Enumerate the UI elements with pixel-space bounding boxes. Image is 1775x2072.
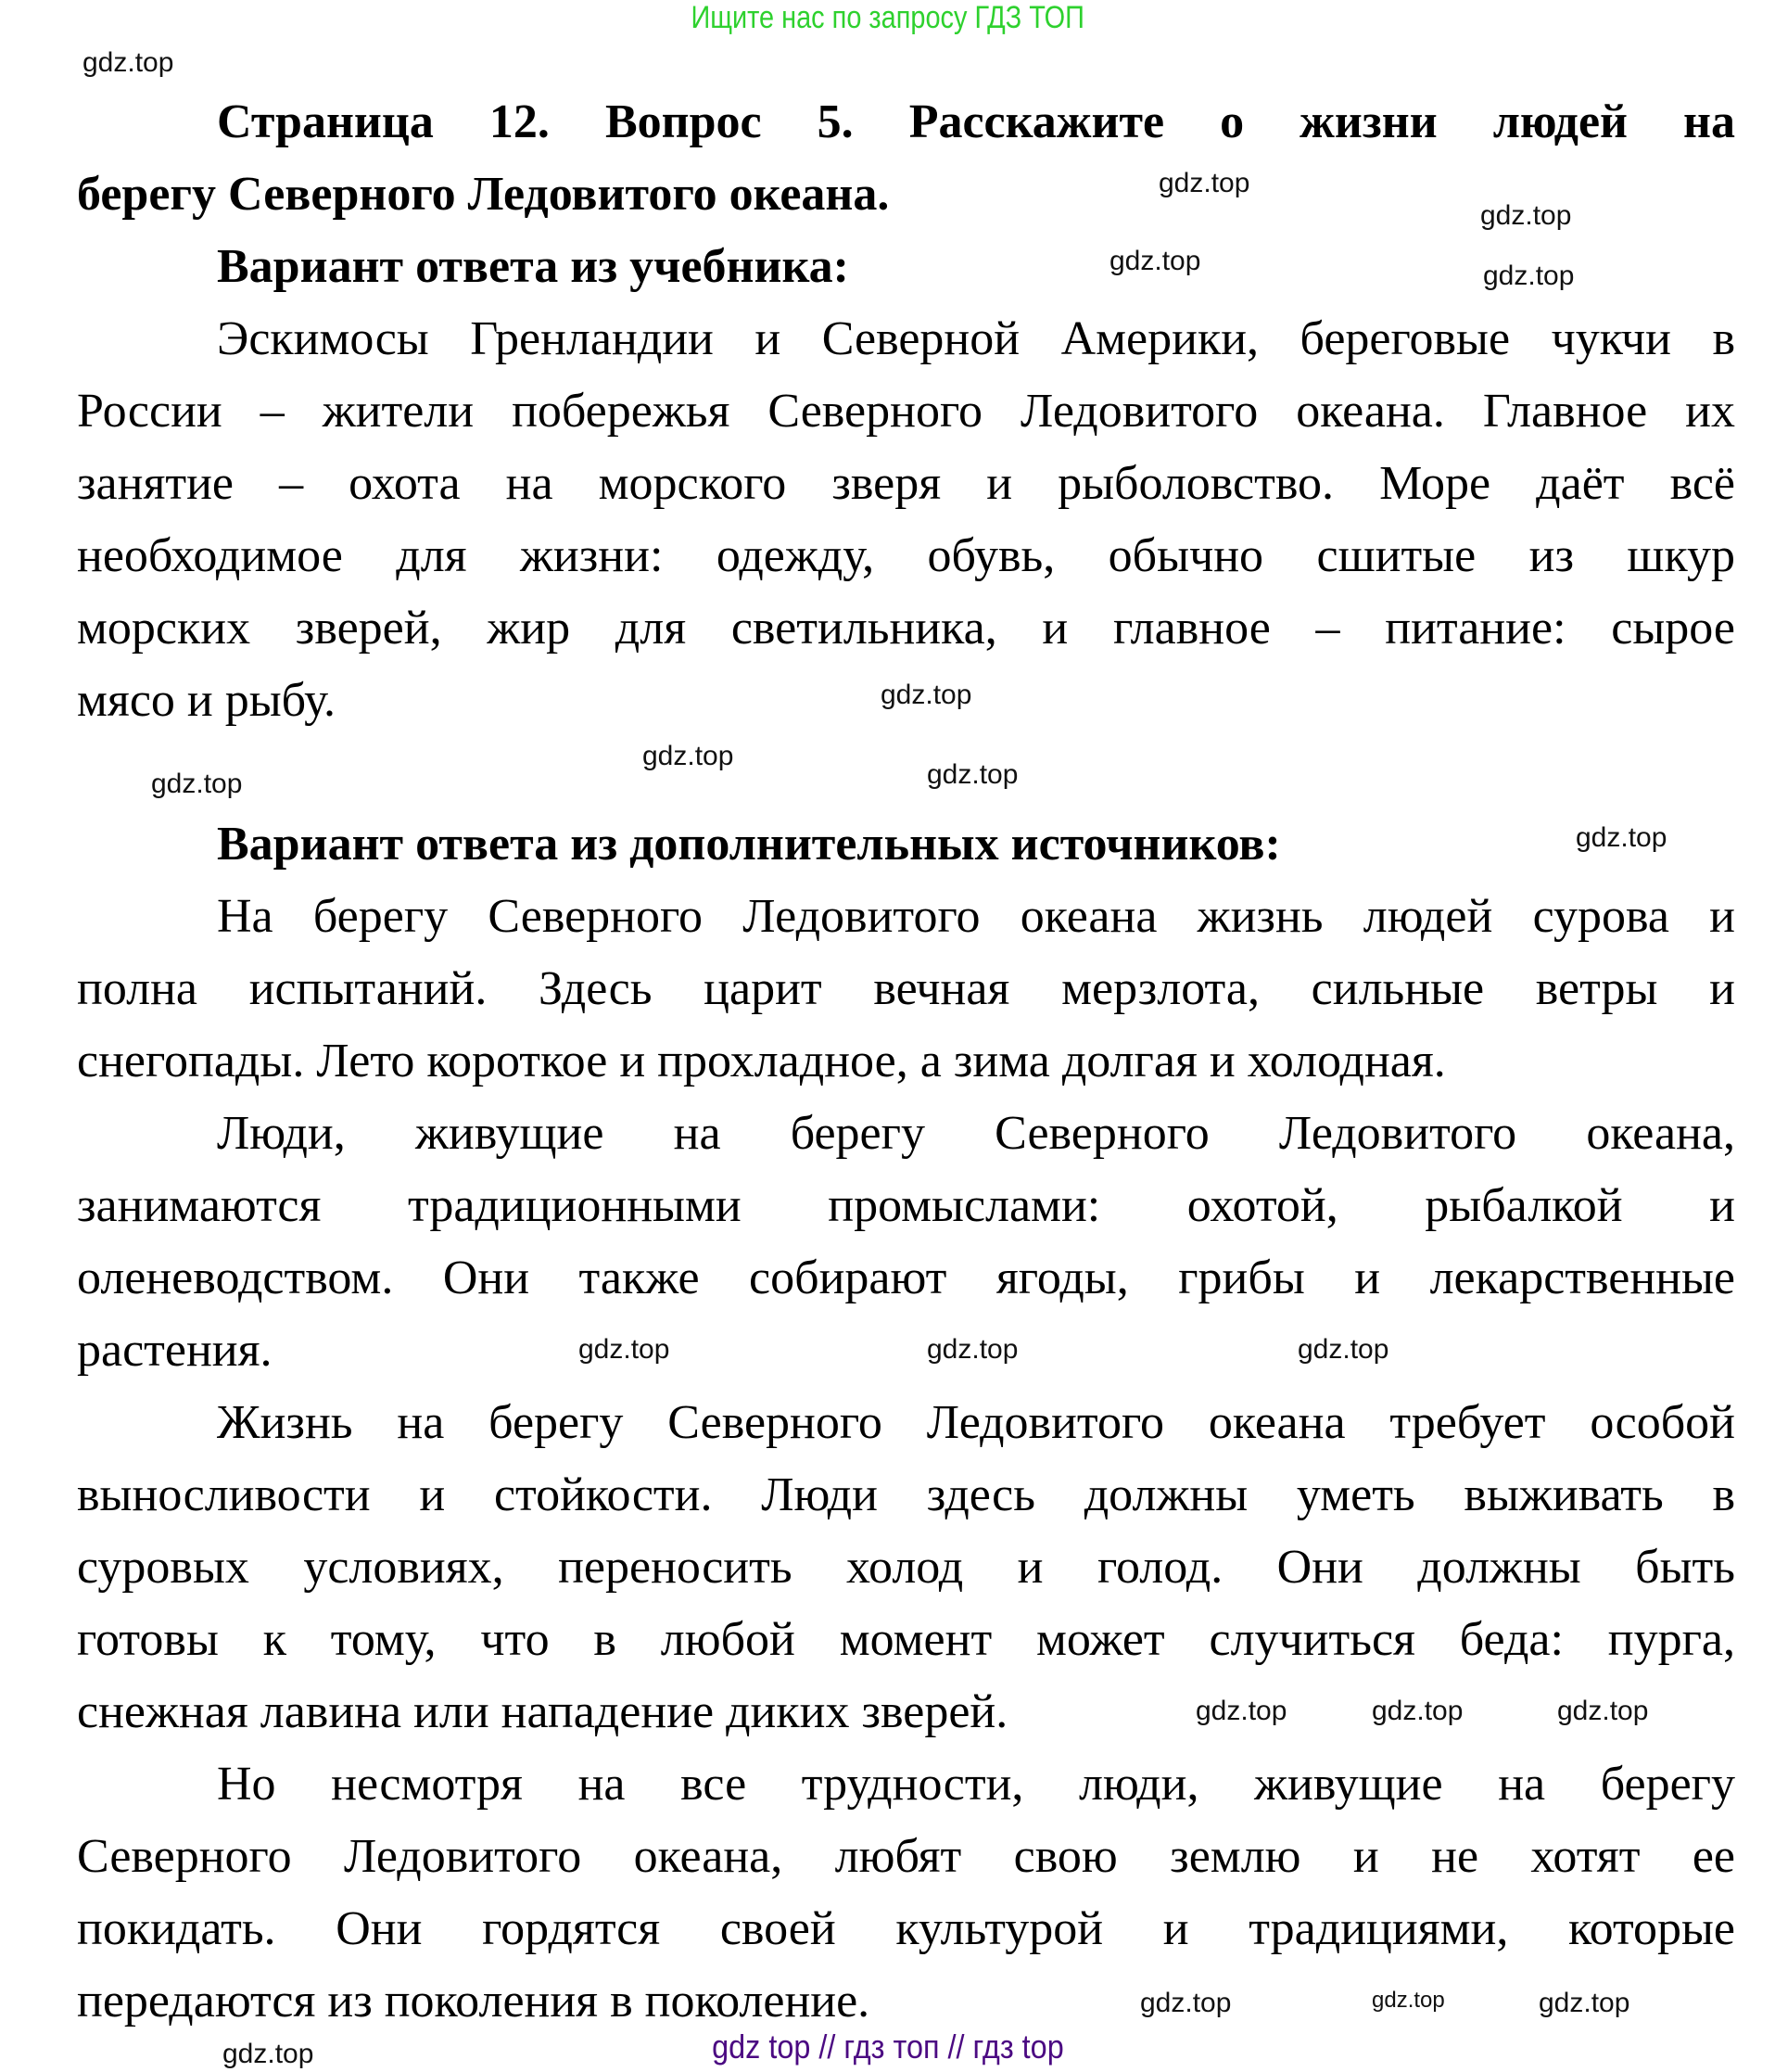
watermark: gdz.top	[1576, 822, 1667, 853]
text-line: морских зверей, жир для светильника, и главное – питание: сырое	[77, 602, 1735, 655]
text-line: оленеводством. Они также собирают ягоды, грибы и лекарственные	[77, 1252, 1735, 1304]
text-line: Жизнь на берегу Северного Ледовитого океана требует особой	[217, 1396, 1735, 1449]
watermark: gdz.top	[82, 47, 174, 78]
text-line: Северного Ледовитого океана, любят свою землю и не хотят ее	[77, 1830, 1735, 1883]
watermark: gdz.top	[151, 769, 243, 799]
text-line: растения.	[77, 1324, 273, 1377]
watermark: gdz.top	[1557, 1696, 1649, 1726]
watermark: gdz.top	[1372, 1696, 1464, 1726]
text-line: готовы к тому, что в любой момент может случиться беда: пурга,	[77, 1613, 1735, 1666]
text-line: Люди, живущие на берегу Северного Ледовитого океана,	[217, 1107, 1735, 1160]
watermark: gdz.top	[1109, 246, 1201, 276]
watermark: gdz.top	[1159, 168, 1250, 198]
watermark: gdz.top	[927, 1334, 1019, 1365]
text-line: выносливости и стойкости. Люди здесь должны уметь выживать в	[77, 1468, 1735, 1521]
watermark: gdz.top	[1483, 261, 1575, 291]
text-line: На берегу Северного Ледовитого океана жизнь людей сурова и	[217, 890, 1735, 943]
watermark: gdz.top	[881, 680, 972, 710]
watermark: gdz.top	[1298, 1334, 1389, 1365]
footer-links: gdz top // гдз топ // гдз top	[711, 2028, 1064, 2066]
watermark: gdz.top	[578, 1334, 670, 1365]
text-line: Но несмотря на все трудности, люди, живущие на берегу	[217, 1758, 1735, 1811]
search-banner: Ищите нас по запросу ГДЗ ТОП	[691, 0, 1084, 35]
watermark: gdz.top	[1539, 1988, 1630, 2018]
additional-paragraph-2	[77, 1098, 1735, 1387]
text-line: занятие – охота на морского зверя и рыболовство. Море даёт всё	[77, 457, 1735, 510]
text-line: полна испытаний. Здесь царит вечная мерзлота, сильные ветры и	[77, 962, 1735, 1015]
text-line: снегопады. Лето короткое и прохладное, а зима долгая и холодная.	[77, 1035, 1446, 1087]
text-line: мясо и рыбу.	[77, 674, 336, 727]
text-line: покидать. Они гордятся своей культурой и традициями, которые	[77, 1902, 1735, 1955]
watermark: gdz.top	[222, 2039, 314, 2069]
text-line: передаются из поколения в поколение.	[77, 1975, 870, 2028]
text-line: суровых условиях, переносить холод и голод. Они должны быть	[77, 1541, 1735, 1594]
heading-additional: Вариант ответа из дополнительных источников:	[217, 818, 1281, 871]
text-line: Эскимосы Гренландии и Северной Америки, береговые чукчи в	[217, 312, 1735, 365]
text-line: необходимое для жизни: одежду, обувь, обычно сшитые из шкур	[77, 529, 1735, 582]
watermark: gdz.top	[927, 759, 1019, 790]
text-line: снежная лавина или нападение диких зверей.	[77, 1685, 1008, 1738]
title-line: Страница 12. Вопрос 5. Расскажите о жизни людей на	[217, 95, 1735, 148]
watermark: gdz.top	[1196, 1696, 1287, 1726]
heading-textbook: Вариант ответа из учебника:	[217, 240, 849, 293]
title-line: берегу Северного Ледовитого океана.	[77, 168, 890, 221]
watermark: gdz.top	[642, 741, 734, 771]
watermark: gdz.top	[1372, 1988, 1445, 2013]
text-line: занимаются традиционными промыслами: охотой, рыбалкой и	[77, 1179, 1735, 1232]
watermark: gdz.top	[1140, 1988, 1232, 2018]
watermark: gdz.top	[1480, 200, 1572, 231]
additional-paragraph-4	[77, 1748, 1735, 2038]
text-line: России – жители побережья Северного Ледовитого океана. Главное их	[77, 385, 1735, 438]
additional-paragraph-1	[77, 881, 1735, 1098]
additional-paragraph-3	[77, 1387, 1735, 1748]
textbook-answer	[77, 303, 1735, 737]
